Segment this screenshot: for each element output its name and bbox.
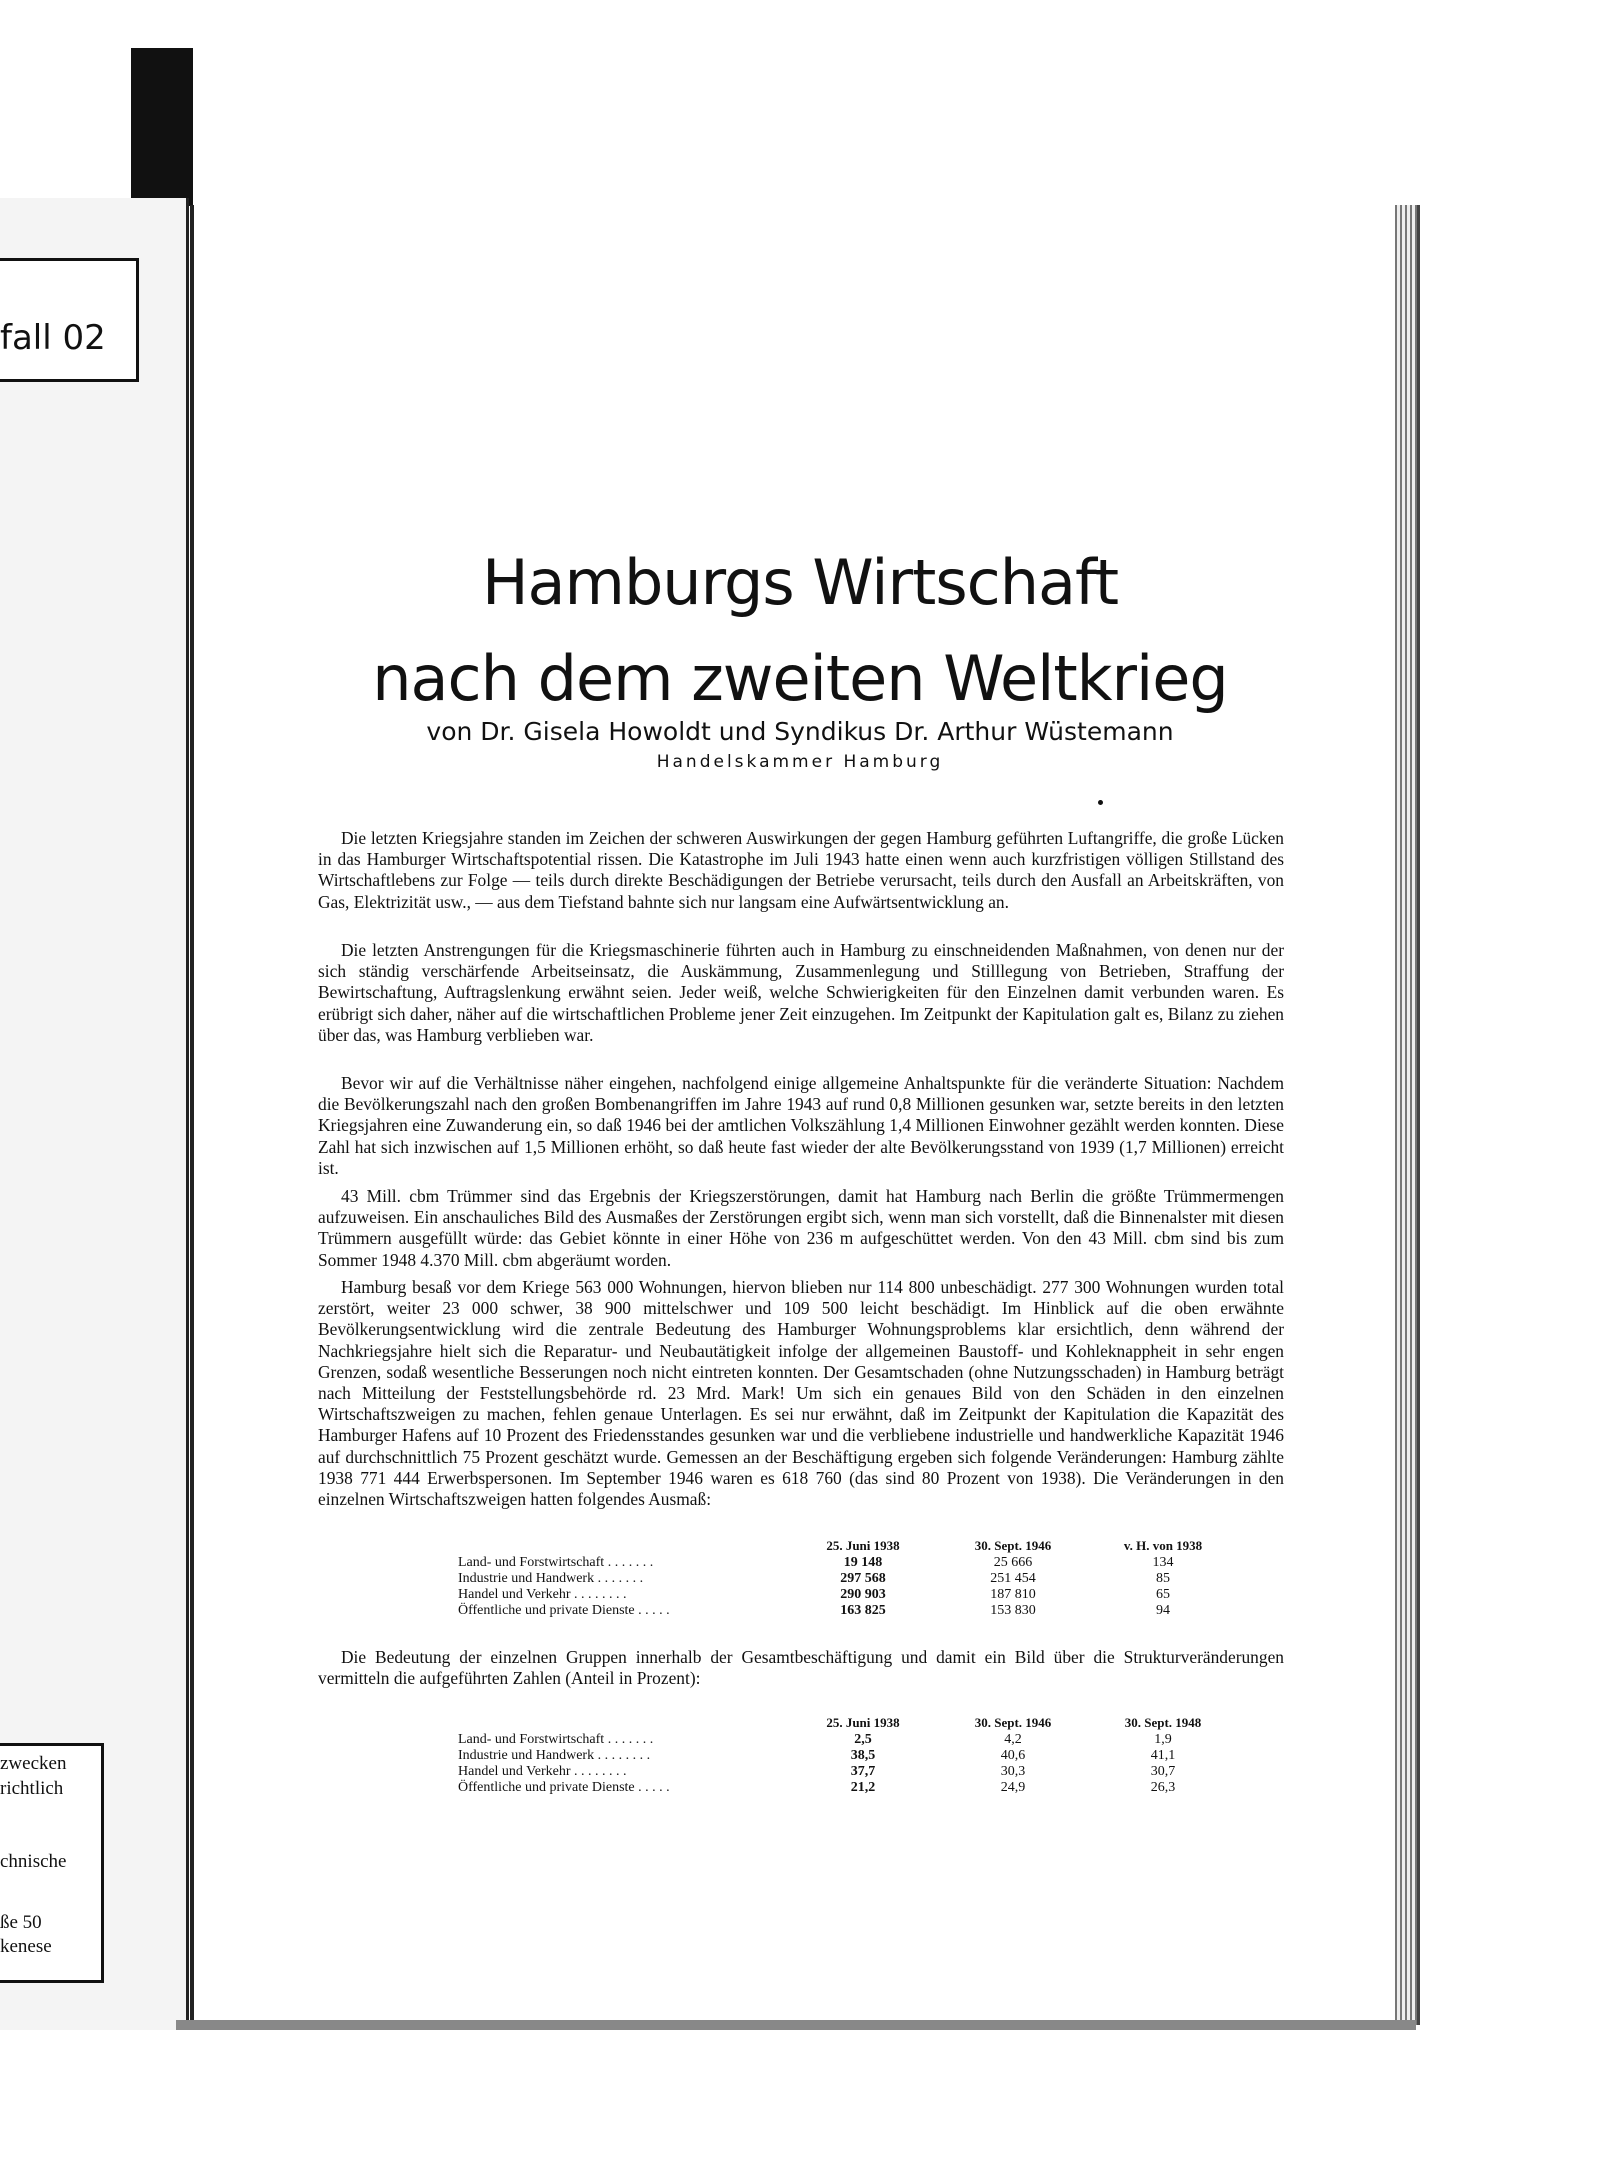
table-cell: Öffentliche und private Dienste . . . . . (458, 1780, 670, 1795)
table-row (458, 1780, 1238, 1796)
scan-speck (1098, 800, 1103, 805)
article-authors: von Dr. Gisela Howoldt und Syndikus Dr. Arthur Wüstemann (426, 717, 1174, 746)
paragraph: Die letzten Kriegsjahre standen im Zeichen der schweren Auswirkungen der gegen Hamburg geführten Luftangriffe, die große Lücken in das Hamburger Wirtschaftspotential rissen. Die Katastrophe im Juli 1943 hatte einen wenn auch kurzfristigen völligen Stillstand des Wirtschaftlebens zur Folge — teils durch direkte Beschädigungen der Betriebe verursacht, teils durch den Ausfall an Arbeitskräften, von Gas, Elektrizität usw., — aus dem Tiefstand bahnte sich nur langsam eine Aufwärtsentwicklung an. (318, 828, 1284, 912)
table-cell: 65 (1156, 1587, 1170, 1602)
table-cell: 85 (1156, 1571, 1170, 1586)
table-cell: 2,5 (854, 1732, 872, 1747)
table-row (458, 1603, 1238, 1619)
page-bottom-shadow (176, 2020, 1416, 2030)
table-cell: 30,7 (1150, 1764, 1176, 1779)
table-cell: 4,2 (1004, 1732, 1022, 1747)
paragraph: Hamburg besaß vor dem Kriege 563 000 Wohnungen, hiervon blieben nur 114 800 unbeschädigt. 277 300 Wohnungen wurden total zerstört, weiter 23 000 schwer, 38 900 mittelschwer und 109 500 leicht beschädigt. Im Hinblick auf die oben erwähnte Bevölkerungsentwicklung wird die zentrale Bedeutung des Hamburger Wohnungsproblems klar ersichtlich, denn während der Nachkriegsjahre hielt sich die Reparatur- und Neubautätigkeit infolge der allgemeinen Baustoff- und Kohleknappheit in sehr engen Grenzen, sodaß wesentliche Besserungen noch nicht eintreten konnten. Der Gesamtschaden (ohne Nutzungsschaden) in Hamburg beträgt nach Mitteilung der Feststellungsbehörde rd. 23 Mrd. Mark! Um sich ein genaues Bild von den Schäden in den einzelnen Wirtschaftszweigen zu machen, fehlen genaue Unterlagen. Es sei nur erwähnt, daß im Zeitpunkt der Kapitulation die Kapazität des Hamburger Hafens auf 10 Prozent des Friedensstandes gesunken war und die verbliebene industrielle und handwerkliche Kapazität 1946 auf durchschnittlich 75 Prozent geschätzt wurde. Gemessen an der Beschäftigung ergeben sich folgende Veränderungen: Hamburg zählte 1938 771 444 Erwerbspersonen. Im September 1946 waren es 618 760 (das sind 80 Prozent von 1938). Die Veränderungen in den einzelnen Wirtschaftszweigen hatten folgendes Ausmaß: (318, 1277, 1284, 1510)
table-cell: 1,9 (1154, 1732, 1172, 1747)
share-table (458, 1714, 1238, 1796)
table-cell: Handel und Verkehr . . . . . . . . (458, 1587, 627, 1602)
title-line-2: nach dem zweiten Weltkrieg (372, 642, 1228, 715)
article-affiliation: Handelskammer Hamburg (656, 752, 944, 772)
table-cell: Handel und Verkehr . . . . . . . . (458, 1764, 627, 1779)
table-cell: Industrie und Handwerk . . . . . . . . (458, 1748, 651, 1763)
table-row (458, 1571, 1238, 1587)
binding-shadow (131, 48, 193, 206)
paragraph: Die letzten Anstrengungen für die Kriegsmaschinerie führten auch in Hamburg zu einschneidenden Maßnahmen, von denen nur der sich ständig verschärfende Arbeitseinsatz, die Auskämmung, Zusammenlegung und Stilllegung von Betrieben, Straffung der Bewirtschaftung, Auftragslenkung erwähnt seien. Jeder weiß, welche Schwierigkeiten für den Einzelnen damit verbunden waren. Es erübrigt sich daher, näher auf die wirtschaftlichen Probleme jener Zeit einzugehen. Im Zeitpunkt der Kapitulation galt es, Bilanz zu ziehen über das, was Hamburg verblieben war. (318, 940, 1284, 1045)
table-header: 30. Sept. 1948 (1124, 1715, 1202, 1730)
paragraph: Die Bedeutung der einzelnen Gruppen innerhalb der Gesamtbeschäftigung und damit ein Bild über die Strukturveränderungen vermitteln die aufgeführten Zahlen (Anteil in Prozent): (318, 1647, 1284, 1689)
table-header (458, 1714, 788, 1732)
table-cell: Land- und Forstwirtschaft . . . . . . . (458, 1732, 654, 1747)
table-row (458, 1748, 1238, 1764)
table-row (458, 1764, 1238, 1780)
left-page-fragment: ße 50 (0, 1912, 42, 1933)
table-row (458, 1587, 1238, 1603)
table-header-row (458, 1537, 1238, 1555)
paragraph: Bevor wir auf die Verhältnisse näher eingehen, nachfolgend einige allgemeine Anhaltspunkte für die veränderte Situation: Nachdem die Bevölkerungszahl nach den großen Bombenangriffen im Jahre 1943 auf rund 0,8 Millionen gesunken war, setzte bereits in den letzten Kriegsjahren eine Zuwanderung ein, so daß 1946 bei der amtlichen Volkszählung 1,4 Millionen Einwohner gezählt werden konnten. Diese Zahl hat sich inzwischen auf 1,5 Millionen erhöht, so daß heute fast wieder der alte Bevölkerungsstand von 1939 (1,7 Millionen) erreicht ist. (318, 1073, 1284, 1178)
table-cell: 37,7 (850, 1764, 876, 1779)
table-header: 30. Sept. 1946 (974, 1538, 1052, 1553)
table-cell: 153 830 (990, 1603, 1036, 1618)
table-cell: 19 148 (843, 1555, 883, 1570)
employment-table (458, 1537, 1238, 1619)
table-cell: 30,3 (1000, 1764, 1026, 1779)
table-cell: 163 825 (840, 1603, 886, 1618)
table-cell: 251 454 (990, 1571, 1036, 1586)
left-page-fragment: richtlich (0, 1778, 64, 1799)
table-cell: Öffentliche und private Dienste . . . . . (458, 1603, 670, 1618)
table-cell: 297 568 (840, 1571, 886, 1586)
left-page-fragment: chnische (0, 1851, 67, 1872)
table-cell: 38,5 (850, 1748, 876, 1763)
left-page-fragment: kenese (0, 1936, 52, 1957)
table-cell: 24,9 (1000, 1780, 1026, 1795)
table-header: 25. Juni 1938 (826, 1538, 900, 1553)
table-header: 25. Juni 1938 (826, 1715, 900, 1730)
page-edges (1395, 205, 1417, 2025)
table-header-row (458, 1714, 1238, 1732)
table-row (458, 1555, 1238, 1571)
table-cell: 40,6 (1000, 1748, 1026, 1763)
table-cell: Land- und Forstwirtschaft . . . . . . . (458, 1555, 654, 1570)
table-cell: 94 (1156, 1603, 1170, 1618)
table-row (458, 1732, 1238, 1748)
article-title (200, 535, 1400, 727)
table-cell: 41,1 (1150, 1748, 1176, 1763)
table-cell: 134 (1152, 1555, 1174, 1570)
table-cell: 21,2 (850, 1780, 876, 1795)
table-cell: Industrie und Handwerk . . . . . . . (458, 1571, 644, 1586)
left-page-label: fall 02 (0, 318, 106, 358)
table-cell: 26,3 (1150, 1780, 1176, 1795)
table-header: 30. Sept. 1946 (974, 1715, 1052, 1730)
paragraph: 43 Mill. cbm Trümmer sind das Ergebnis der Kriegszerstörungen, damit hat Hamburg nach Berlin die größte Trümmermengen aufzuweisen. Ein anschauliches Bild des Ausmaßes der Zerstörungen ergibt sich, wenn man sich vorstellt, daß die Binnenalster mit diesen Trümmern ausgefüllt würde: das Gebiet könnte in einer Höhe von 236 m aufgeschüttet werden. Von den 43 Mill. cbm sind bis zum Sommer 1948 4.370 Mill. cbm abgeräumt worden. (318, 1186, 1284, 1270)
title-line-1: Hamburgs Wirtschaft (481, 546, 1119, 619)
table-cell: 187 810 (990, 1587, 1036, 1602)
table-cell: 25 666 (993, 1555, 1033, 1570)
table-header: v. H. von 1938 (1123, 1538, 1203, 1553)
table-header (458, 1537, 788, 1555)
table-cell: 290 903 (840, 1587, 886, 1602)
left-page-fragment: zwecken (0, 1753, 67, 1774)
